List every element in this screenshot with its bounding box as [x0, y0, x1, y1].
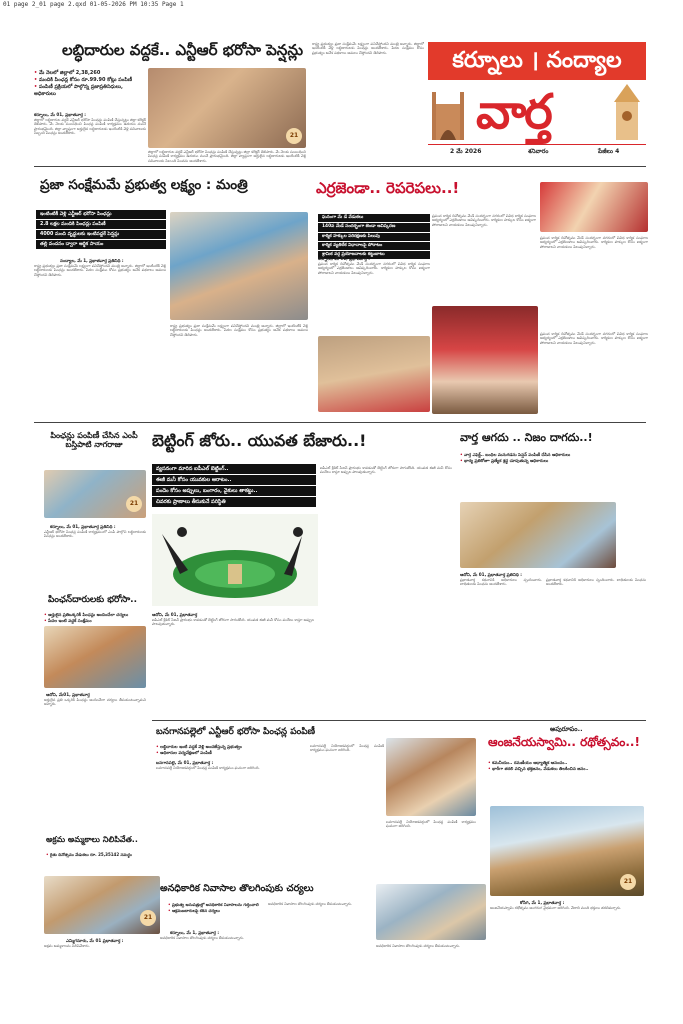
- story6-bullet: వ్యసనంగా మారిన ఐపీఎల్ బెట్టింగ్..: [152, 464, 316, 474]
- story3-bullet: కార్మిక వ్యతిరేక విధానాలపై పోరాటం: [318, 242, 430, 250]
- masthead-page: పేజీలు 4: [598, 148, 620, 155]
- story1-headline: లబ్ధిదారుల వద్దకే.. ఎన్టీఆర్ భరోసా పెన్షన్లు: [62, 41, 304, 59]
- story2-headline: ప్రజా సంక్షేమమే ప్రభుత్వ లక్ష్యం : మంత్రి: [40, 177, 248, 193]
- story7-headline: వార్త ఆగదు .. నిజం దాగదు..!: [460, 431, 593, 444]
- story7-bullet: వార్త ఎఫెక్ట్.. బంధిల మనుగడను పెన్షన్ పంపిణీ చేసిన అధికారులు: [464, 452, 571, 457]
- story3-photo-top: [540, 182, 648, 232]
- story5-headline: పింఛన్‌దారులకు భరోసా..: [48, 595, 138, 605]
- story1-bullet: మందికి పింఛన్ల కోసం రూ.99.90 కోట్లు పంపిణీ: [38, 77, 133, 83]
- story8-bullet: లబ్ధిదారుల ఇంటి వద్దకే వెళ్లి అందజేస్తున్న ప్రభుత్వం: [160, 744, 242, 749]
- story7-body: ప్రభాతవార్త కథనానికి అధికారులు స్పందించారు. బాధితులకు పింఛను అందజేశారు.: [460, 578, 542, 587]
- story6-body-right: ఐపీఎల్ క్రికెట్ సీజన్ ప్రారంభం కావడంతో బెట్టింగ్ జోరుగా సాగుతోంది. యువత ఈజీ మనీ కోసం పందేలు కాస్తూ అప్పుల పాలవుతున్నారు.: [320, 466, 452, 475]
- story2-bullets-box: [36, 210, 166, 249]
- masthead-title-top: కర్నూలు । నంద్యాల: [428, 42, 646, 80]
- badge-icon: 21: [620, 874, 636, 890]
- story8-body-mid: బనగానపల్లె నియోజకవర్గంలో పింఛన్ల పంపిణీ కార్యక్రమం ఘనంగా జరిగింది.: [310, 744, 384, 753]
- story4-body: ఎన్టీఆర్ భరోసా పింఛన్ల పంపిణీ కార్యక్రమంలో ఎంపీ పాల్గొని లబ్ధిదారులకు పింఛన్లు అందజేశారు.: [44, 530, 146, 539]
- story7-body-right: ప్రభాతవార్త కథనానికి అధికారులు స్పందించారు. బాధితులకు పింఛను అందజేశారు.: [546, 578, 646, 587]
- story10-byline: ఎమ్మిగనూరు, మే 01 ప్రభాతవార్త :: [66, 938, 124, 943]
- story6-headline: బెట్టింగ్ జోరు.. యువత బేజారు..!: [152, 431, 367, 450]
- story5-bullet: అర్హులైన ప్రతిఒక్కరికీ పింఛన్లు అందించేలా చర్యలు: [48, 612, 129, 617]
- story6-cricket-illustration: [152, 514, 318, 606]
- story2-photo: [170, 212, 308, 320]
- masthead-temple-icon: [608, 82, 646, 142]
- masthead-date: 2 మే 2026: [450, 148, 482, 155]
- story9-bullets: • కమనీయం.. రమణీయం ఆధ్యాత్మిక ఆనందం.. • భారీగా తరలి వచ్చిన భక్తజనం, వేడుకలు తిలకించిన జనం..: [488, 760, 589, 771]
- story1-photo: [148, 68, 306, 148]
- divider: [34, 166, 646, 167]
- story3-bullet: కార్మిక హక్కుల పరిరక్షణకు పిలుపు: [318, 233, 430, 241]
- story8-byline: బనగానపల్లె, మే 01, ప్రభాతవార్త :: [156, 760, 214, 765]
- divider: [152, 720, 646, 721]
- story9-headline-pre: అపురూపం..: [550, 725, 583, 733]
- story5-byline: ఆదోని, మే01, ప్రభాతవార్త: [46, 692, 90, 697]
- story2-bullet: 2.8 లక్షల మందికి పింఛన్లు పంపిణీ: [36, 220, 166, 229]
- story4-headline: పింఛన్లు పంపిణీ చేసిన ఎంపీ బస్తిపాటి నాగరాజు: [50, 431, 138, 449]
- story1-bullet: పంపిణీ ప్రక్రియలో పాల్గొన్న ప్రజాప్రతినిధులు, అధికారులు: [34, 84, 123, 97]
- story9-body: ఆంజనేయస్వామి రథోత్సవం అంగరంగ వైభవంగా జరిగింది. వేలాది మంది భక్తులు తరలివచ్చారు.: [490, 906, 622, 910]
- masthead-main: [428, 82, 646, 142]
- story6-byline: ఆదోని, మే 01, ప్రభాతవార్త: [152, 612, 198, 617]
- story8-photo: [386, 738, 476, 816]
- masthead-charminar-icon: [428, 82, 468, 142]
- story11-bullets: • ప్రభుత్వ ఆసుపత్రుల్లో అనధికారిక నివాసాలను గుర్తించాలి • ఆక్రమణదారులపై కఠిన చర్యలు: [168, 902, 259, 913]
- story3-headline: ఎర్రజెండా.. రెపరెపలు..!: [316, 179, 460, 197]
- masthead-day: శనివారం: [528, 148, 549, 155]
- story5-bullet: పేదల ఇంటి వద్దకే సంక్షేమం: [48, 617, 92, 623]
- story9-byline: కోసిగి, మే 1, ప్రభాతవార్త :: [520, 900, 565, 905]
- story10-bullets: • రైతు దినోత్సవం వేడుకలు రూ. 25,35142 సమర్థం: [46, 852, 132, 857]
- story3-bullet: 140వ మేడే సందర్భంగా జెండా ఆవిష్కరణ: [318, 223, 430, 231]
- story1-body-cont: జిల్లాలో లబ్ధిదారుల వద్దకే ఎన్టీఆర్ భరోసా పింఛన్లు పంపిణీ చేస్తున్నట్లు జిల్లా కలెక్టర్ తెలిపారు. మే నెలకు సంబంధించి పింఛన్ల పంపిణీ కార్యక్రమం ఉదయం నుంచే ప్రారంభమైంది. జిల్లా వ్యాప్తంగా అర్హులైన లబ్ధిదారులకు ఇంటింటికి వెళ్లి సచివాలయ సిబ్బంది పింఛన్లు అందజేశారు.: [148, 150, 306, 162]
- story5-body: అర్హులైన ప్రతి ఒక్కరికి పింఛన్లు అందించేలా చర్యలు తీసుకుంటున్నామని అన్నారు.: [44, 698, 146, 707]
- story9-bullet: భారీగా తరలి వచ్చిన భక్తజనం, వేడుకలు తిలకించిన జనం..: [492, 766, 589, 771]
- story3-bullet: ఘనంగా మే డే వేడుకలు: [318, 214, 430, 222]
- story2-body: రాష్ట్ర ప్రభుత్వం ప్రజా సంక్షేమమే లక్ష్యంగా పనిచేస్తోందని మంత్రి అన్నారు. జిల్లాలో ఇంటింటికీ వెళ్లి లబ్ధిదారులకు పింఛన్లు అందజేశారు. పేదల సంక్షేమం కోసం ప్రభుత్వం అనేక పథకాలు అమలు చేస్తోందని తెలిపారు.: [34, 264, 166, 277]
- story11-body: అనధికారిక నివాసాల తొలగింపుకు చర్యలు తీసుకుంటున్నారు.: [160, 936, 245, 940]
- story3-bullets-box: [318, 214, 430, 259]
- story5-photo: [44, 626, 146, 688]
- story1-bullet: మే నెలలో జిల్లాలో 2,38,260: [38, 70, 101, 76]
- print-header: 01 page 2_01 page 2.qxd 01-05-2026 PM 10:35 Page 1: [3, 1, 184, 8]
- story7-bullets: • వార్త ఎఫెక్ట్.. బంధిల మనుగడను పెన్షన్ పంపిణీ చేసిన అధికారులు • భార్య ప్రతిరోజూ ప్రత్యేక శ్రద్ధ చూపుతున్న అధికారులు: [460, 452, 571, 463]
- story9-headline: ఆంజనేయస్వామి.. రథోత్సవం..!: [488, 735, 640, 749]
- story6-bullet: పందెం కోసం అప్పులు, బంగారం, వైకులు తాకట్టు..: [152, 486, 316, 496]
- story11-body-right: అనధికారిక నివాసాల తొలగింపుకు చర్యలు తీసుకుంటున్నారు.: [376, 944, 461, 948]
- divider: [34, 422, 646, 423]
- story1-bullets: • మే నెలలో జిల్లాలో 2,38,260 • మందికి పింఛన్ల కోసం రూ.99.90 కోట్లు పంపిణీ • పంపిణీ ప్రక్రియలో పాల్గొన్న ప్రజాప్రతినిధులు, అధికారులు: [34, 70, 133, 97]
- story8-body: బనగానపల్లె నియోజకవర్గంలో పింఛన్ల పంపిణీ కార్యక్రమం ఘనంగా జరిగింది.: [156, 766, 260, 770]
- story3-body-tail: ప్రపంచ కార్మిక దినోత్సవం మేడే సందర్భంగా నగరంలో వివిధ కార్మిక సంఘాల ఆధ్వర్యంలో ఎర్రజెండాలు ఆవిష్కరించారు. కార్మికుల హక్కుల కోసం ఐక్యంగా పోరాడాలని నాయకులు పిలుపునిచ్చారు.: [540, 332, 648, 345]
- story2-byline: నంద్యాల, మే 1, ప్రభాతవార్త ప్రతినిధి :: [60, 258, 124, 263]
- story11-headline: అనధికారిక నివాసాల తొలగింపుకు చర్యలు: [160, 883, 314, 894]
- story2-bullet: 4000 మంది వృద్ధులకు ఇంటివద్దకే పెన్షన్లు: [36, 230, 166, 239]
- story7-byline: ఆదోని, మే 01, ప్రభాతవార్త ప్రతినిధి :: [460, 572, 522, 577]
- badge-icon: 21: [286, 128, 302, 144]
- story8-bullets: • లబ్ధిదారుల ఇంటి వద్దకే వెళ్లి అందజేస్తున్న ప్రభుత్వం • అధికారుల పర్యవేక్షణలో పంపిణీ: [156, 744, 242, 755]
- story7-photo: [460, 502, 616, 568]
- story3-photo-bottom: [432, 306, 538, 414]
- story3-bullet: శ్రామిక వర్గ ప్రయోజనాలకు కట్టుబాటు: [318, 251, 430, 259]
- story10-body: అక్రమ అమ్మకాలను నిలిపివేశారు.: [44, 944, 90, 948]
- story3-photo-left: [318, 336, 430, 412]
- story11-body-mid: అనధికారిక నివాసాల తొలగింపుకు చర్యలు తీసుకుంటున్నారు.: [268, 902, 353, 906]
- story6-body: ఐపీఎల్ క్రికెట్ సీజన్ ప్రారంభం కావడంతో బెట్టింగ్ జోరుగా సాగుతోంది. యువత ఈజీ మనీ కోసం పందేలు కాస్తూ అప్పుల పాలవుతున్నారు.: [152, 618, 314, 627]
- story10-photo: [44, 876, 160, 934]
- story8-headline: బనగానపల్లెలో ఎన్టీఆర్ భరోసా పింఛన్ల పంపిణీ: [156, 727, 316, 737]
- story1-body: జిల్లాలో లబ్ధిదారుల వద్దకే ఎన్టీఆర్ భరోసా పింఛన్లు పంపిణీ చేస్తున్నట్లు జిల్లా కలెక్టర్ తెలిపారు. మే నెలకు సంబంధించి పింఛన్ల పంపిణీ కార్యక్రమం ఉదయం నుంచే ప్రారంభమైంది. జిల్లా వ్యాప్తంగా అర్హులైన లబ్ధిదారులకు ఇంటింటికి వెళ్లి సచివాలయ సిబ్బంది పింఛన్లు అందజేశారు.: [34, 118, 146, 135]
- story11-bullet: ఆక్రమణదారులపై కఠిన చర్యలు: [171, 907, 220, 913]
- story10-bullet: రైతు దినోత్సవం వేడుకలు రూ. 25,35142 సమర్థం: [49, 852, 132, 857]
- story10-headline: అక్రమ అమ్మకాలు నిలిపివేత..: [46, 835, 138, 844]
- story2-body-cont: రాష్ట్ర ప్రభుత్వం ప్రజా సంక్షేమమే లక్ష్యంగా పనిచేస్తోందని మంత్రి అన్నారు. జిల్లాలో ఇంటింటికీ వెళ్లి లబ్ధిదారులకు పింఛన్లు అందజేశారు. పేదల సంక్షేమం కోసం ప్రభుత్వం అనేక పథకాలు అమలు చేస్తోందని తెలిపారు.: [170, 324, 308, 337]
- story1-byline: కర్నూలు, మే 01, ప్రభాతవార్త :: [34, 112, 86, 117]
- story11-bullet: ప్రభుత్వ ఆసుపత్రుల్లో అనధికారిక నివాసాలను గుర్తించాలి: [171, 902, 259, 907]
- masthead-footer: [428, 144, 646, 159]
- story6-bullet: ఈజీ మనీ కోసం యువకుల ఆరాటం..: [152, 475, 316, 485]
- story11-byline: కర్నూలు, మే 1, ప్రభాతవార్త :: [170, 930, 220, 935]
- story5-bullets: • అర్హులైన ప్రతిఒక్కరికీ పింఛన్లు అందించేలా చర్యలు • పేదల ఇంటి వద్దకే సంక్షేమం: [44, 612, 129, 623]
- story6-bullets-box: [152, 464, 316, 507]
- masthead: [428, 42, 646, 160]
- story8-bullet: అధికారుల పర్యవేక్షణలో పంపిణీ: [160, 750, 212, 755]
- badge-icon: 21: [126, 496, 142, 512]
- story2-bullet: ఇంటింటికీ వెళ్లి ఎన్టీఆర్ భరోసా పింఛన్లు: [36, 210, 166, 219]
- story11-photo: [376, 884, 486, 940]
- story3-body-far: ప్రపంచ కార్మిక దినోత్సవం మేడే సందర్భంగా నగరంలో వివిధ కార్మిక సంఘాల ఆధ్వర్యంలో ఎర్రజెండాలు ఆవిష్కరించారు. కార్మికుల హక్కుల కోసం ఐక్యంగా పోరాడాలని నాయకులు పిలుపునిచ్చారు.: [540, 236, 648, 249]
- story1-side-text: రాష్ట్ర ప్రభుత్వం ప్రజా సంక్షేమమే లక్ష్యంగా పనిచేస్తోందని మంత్రి అన్నారు. జిల్లాలో ఇంటింటికీ వెళ్లి లబ్ధిదారులకు పింఛన్లు అందజేశారు. పేదల సంక్షేమం కోసం ప్రభుత్వం అనేక పథకాలు అమలు చేస్తోందని తెలిపారు.: [312, 42, 424, 55]
- story6-bullet: చివరకు ప్రాణాలు తీసుకునే పరిస్థితి: [152, 497, 316, 507]
- story2-bullet: తల్లి వందనం ద్వారా ఆర్థిక సాయం: [36, 240, 166, 249]
- story3-body: ప్రపంచ కార్మిక దినోత్సవం మేడే సందర్భంగా నగరంలో వివిధ కార్మిక సంఘాల ఆధ్వర్యంలో ఎర్రజెండాలు ఆవిష్కరించారు. కార్మికుల హక్కుల కోసం ఐక్యంగా పోరాడాలని నాయకులు పిలుపునిచ్చారు.: [318, 262, 430, 275]
- story9-bullet: కమనీయం.. రమణీయం ఆధ్యాత్మిక ఆనందం..: [492, 760, 568, 765]
- story4-byline: కర్నూలు, మే 01, ప్రభాతవార్త ప్రతినిధి :: [50, 524, 116, 529]
- story8-body-right: బనగానపల్లె నియోజకవర్గంలో పింఛన్ల పంపిణీ కార్యక్రమం ఘనంగా జరిగింది.: [386, 820, 476, 829]
- story3-byline: కర్నూలు, మే 01, ప్రభాతవార్త :: [318, 256, 370, 261]
- story7-bullet: భార్య ప్రతిరోజూ ప్రత్యేక శ్రద్ధ చూపుతున్న అధికారులు: [464, 458, 549, 463]
- masthead-title-main: వార్త: [476, 84, 551, 140]
- badge-icon: 21: [140, 910, 156, 926]
- story3-body-right: ప్రపంచ కార్మిక దినోత్సవం మేడే సందర్భంగా నగరంలో వివిధ కార్మిక సంఘాల ఆధ్వర్యంలో ఎర్రజెండాలు ఆవిష్కరించారు. కార్మికుల హక్కుల కోసం ఐక్యంగా పోరాడాలని నాయకులు పిలుపునిచ్చారు.: [432, 214, 536, 227]
